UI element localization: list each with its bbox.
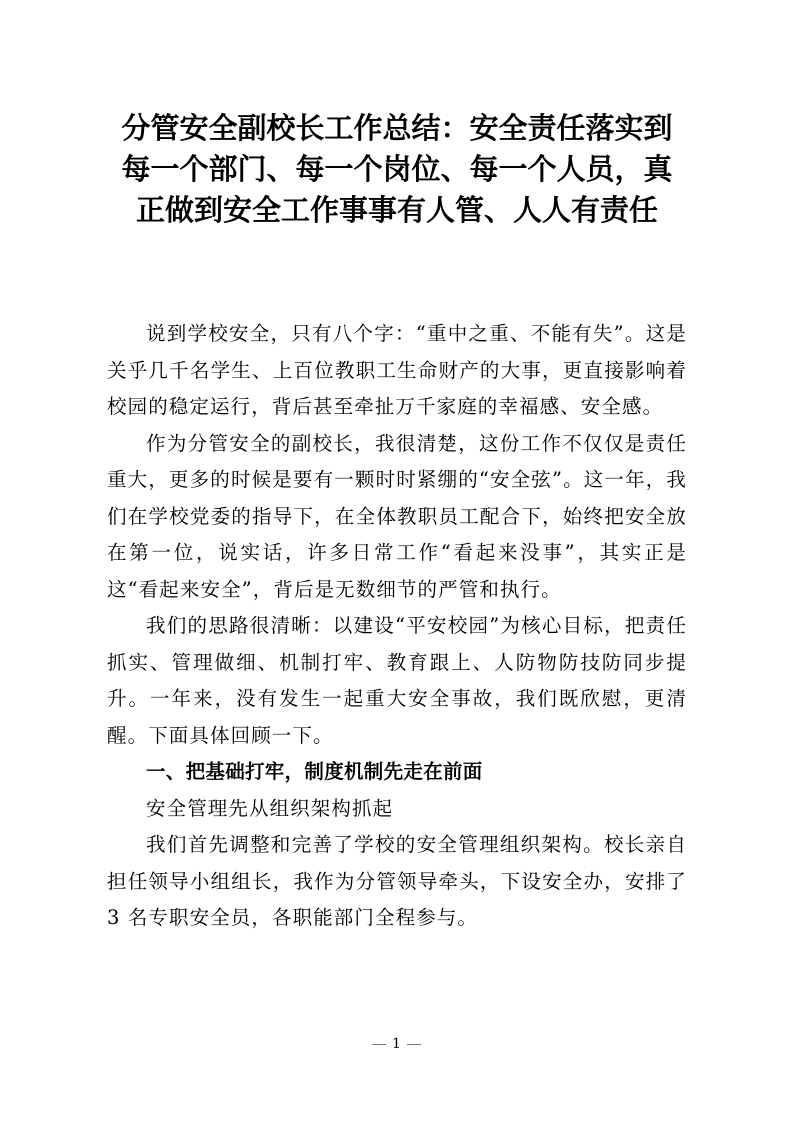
paragraph: 我们的思路很清晰：以建设“平安校园”为核心目标，把责任抓实、管理做细、机制打牢、教育跟上、人防物防技防同步提升。一年来，没有发生一起重大安全事故，我们既欣慰，更清醒。下面具体回顾一下。 bbox=[107, 614, 687, 747]
paragraph: 我们首先调整和完善了学校的安全管理组织架构。校长亲自担任领导小组组长，我作为分管领导牵头，下设安全办，安排了 3 名专职安全员，各职能部门全程参与。 bbox=[107, 833, 687, 929]
page-number: 1 bbox=[392, 1036, 401, 1052]
paragraph: 作为分管安全的副校长，我很清楚，这份工作不仅仅是责任重大，更多的时候是要有一颗时时紧绷的“安全弦”。这一年，我们在学校党委的指导下，在全体教职员工配合下，始终把安全放在第一位，说实话，许多日常工作“看起来没事”，其实正是这“看起来安全”，背后是无数细节的严管和执行。 bbox=[107, 431, 687, 601]
document-body bbox=[107, 316, 687, 937]
paragraph: 说到学校安全，只有八个字：“重中之重、不能有失”。这是关乎几千名学生、上百位教职工生命财产的大事，更直接影响着校园的稳定运行，背后甚至牵扯万千家庭的幸福感、安全感。 bbox=[107, 322, 687, 418]
document-title: 分管安全副校长工作总结：安全责任落实到每一个部门、每一个岗位、每一个人员，真正做到安全工作事事有人管、人人有责任 bbox=[121, 111, 673, 227]
dash-right bbox=[407, 1044, 421, 1045]
subheading: 安全管理先从组织架构抓起 bbox=[146, 796, 394, 820]
dash-left bbox=[372, 1044, 386, 1045]
page-footer bbox=[0, 1036, 793, 1052]
section-heading: 一、把基础打牢，制度机制先走在前面 bbox=[146, 760, 483, 783]
